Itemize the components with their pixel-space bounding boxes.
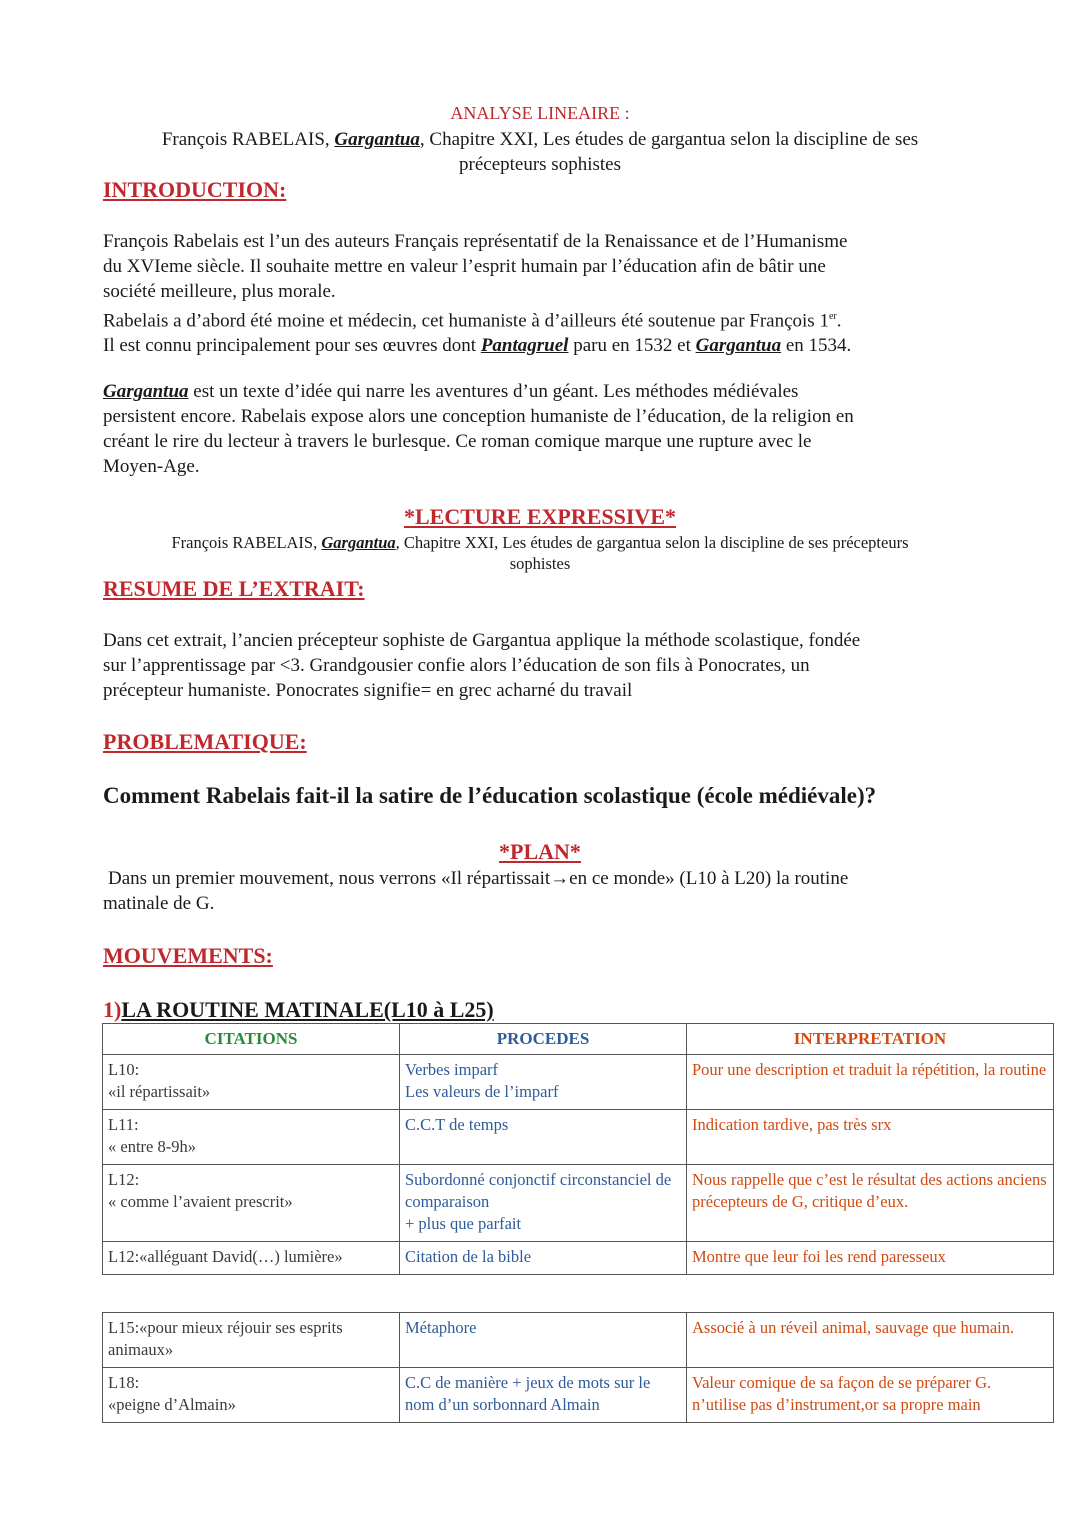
lecture-heading: *LECTURE EXPRESSIVE*: [403, 504, 676, 529]
citation-cell: L18: «peigne d’Almain»: [103, 1368, 400, 1423]
procede-cell: Citation de la bible: [400, 1242, 687, 1275]
analysis-table-continued: [102, 1312, 1054, 1423]
problematique-question: Comment Rabelais fait-il la satire de l’éducation scolastique (école médiévale)?: [103, 783, 877, 808]
interpretation-cell: Indication tardive, pas très srx: [687, 1110, 1054, 1165]
doc-title: François RABELAIS, Gargantua, Chapitre XXI, Les études de gargantua selon la discipline de ses précepteurs sophistes: [161, 129, 919, 175]
table-row: [103, 1055, 1054, 1110]
analysis-table: [102, 1023, 1054, 1275]
table-header-row: [103, 1024, 1054, 1055]
table-row: [103, 1242, 1054, 1275]
plan-heading: *PLAN*: [499, 839, 581, 864]
plan-paragraph: Dans un premier mouvement, nous verrons «Il répartissait→en ce monde» (L10 à L20) la routine matinale de G.: [103, 868, 849, 914]
header-procedes: PROCEDES: [400, 1024, 687, 1055]
intro-paragraph-1: François Rabelais est l’un des auteurs Français représentatif de la Renaissance et de l’Humanisme du XVIeme siècle. Il souhaite mettre en valeur l’esprit humain par l’éducation afin de bâtir une société meilleure, plus morale. Rabelais a d’abord été moine et médecin, cet humaniste à d’ailleurs été soutenue par François 1er. Il est connu principalement pour ses œuvres dont Pantagruel paru en 1532 et Gargantua en 1534.: [103, 231, 852, 357]
doc-label: ANALYSE LINEAIRE :: [450, 103, 630, 123]
procede-cell: C.C de manière + jeux de mots sur le nom d’un sorbonnard Almain: [400, 1368, 687, 1423]
table-row: [103, 1110, 1054, 1165]
procede-cell: Verbes imparf Les valeurs de l’imparf: [400, 1055, 687, 1110]
citation-cell: L15:«pour mieux réjouir ses esprits animaux»: [103, 1313, 400, 1368]
interpretation-cell: Nous rappelle que c’est le résultat des actions anciens précepteurs de G, critique d’eux.: [687, 1165, 1054, 1242]
table-row: [103, 1165, 1054, 1242]
interpretation-cell: Associé à un réveil animal, sauvage que humain.: [687, 1313, 1054, 1368]
lecture-reference: François RABELAIS, Gargantua, Chapitre XXI, Les études de gargantua selon la discipline de ses précepteurs sophistes: [171, 533, 909, 573]
interpretation-cell: Pour une description et traduit la répétition, la routine: [687, 1055, 1054, 1110]
citation-cell: L12: « comme l’avaient prescrit»: [103, 1165, 400, 1242]
mouvements-heading: MOUVEMENTS:: [103, 943, 273, 968]
intro-heading: INTRODUCTION:: [103, 177, 287, 202]
procede-cell: Métaphore: [400, 1313, 687, 1368]
mouvement-1-title: 1)LA ROUTINE MATINALE(L10 à L25): [103, 997, 494, 1022]
interpretation-cell: Montre que leur foi les rend paresseux: [687, 1242, 1054, 1275]
problematique-heading: PROBLEMATIQUE:: [103, 729, 307, 754]
header-interpretation: INTERPRETATION: [687, 1024, 1054, 1055]
intro-paragraph-2: Gargantua est un texte d’idée qui narre les aventures d’un géant. Les méthodes médiévales persistent encore. Rabelais expose alors une conception humaniste de l’éducation, de la religion en créant le rire du lecteur à travers le burlesque. Ce roman comique marque une rupture avec le Moyen-Age.: [103, 381, 854, 477]
procede-cell: Subordonné conjonctif circonstanciel de comparaison + plus que parfait: [400, 1165, 687, 1242]
citation-cell: L11: « entre 8-9h»: [103, 1110, 400, 1165]
interpretation-cell: Valeur comique de sa façon de se préparer G. n’utilise pas d’instrument,or sa propre main: [687, 1368, 1054, 1423]
resume-paragraph: Dans cet extrait, l’ancien précepteur sophiste de Gargantua applique la méthode scolastique, fondée sur l’apprentissage par <3. Grandgousier confie alors l’éducation de son fils à Ponocrates, un précepteur humaniste. Ponocrates signifie= en grec acharné du travail: [103, 630, 861, 701]
resume-heading: RESUME DE L’EXTRAIT:: [103, 576, 365, 601]
table-row: [103, 1313, 1054, 1368]
procede-cell: C.C.T de temps: [400, 1110, 687, 1165]
book-title: Gargantua: [334, 129, 420, 150]
citation-cell: L10: «il répartissait»: [103, 1055, 400, 1110]
table-row: [103, 1368, 1054, 1423]
citation-cell: L12:«alléguant David(…) lumière»: [103, 1242, 400, 1275]
header-citations: CITATIONS: [103, 1024, 400, 1055]
